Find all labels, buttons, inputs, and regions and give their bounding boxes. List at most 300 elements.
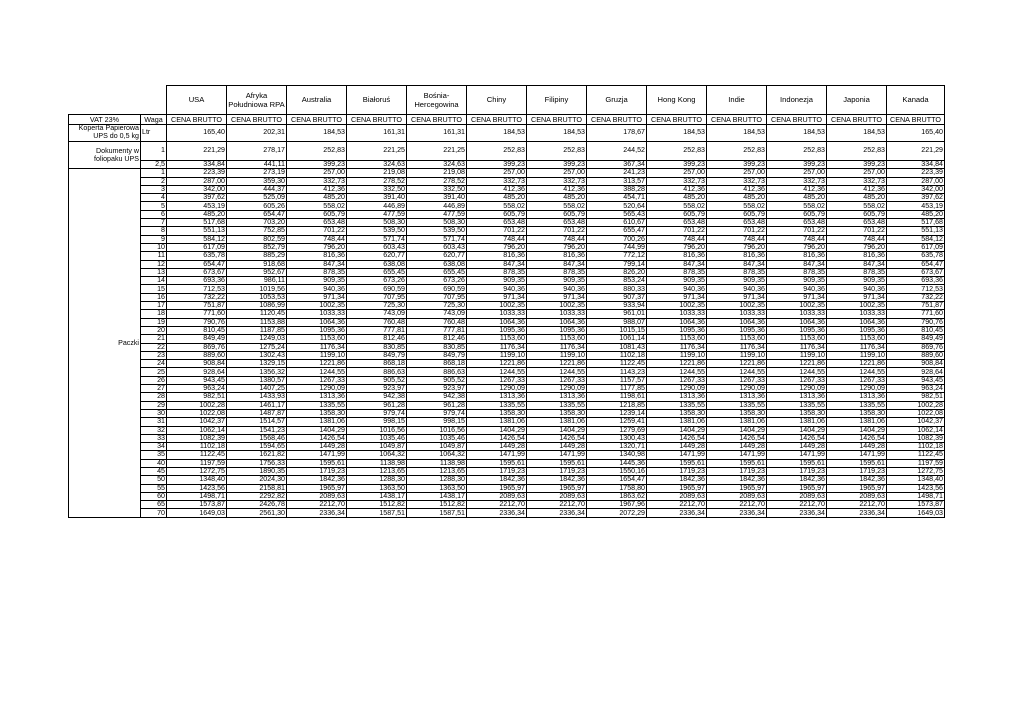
price-cell: 558,02 <box>527 202 587 210</box>
price-cell: 1358,30 <box>647 409 707 417</box>
table-row <box>69 376 945 384</box>
price-cell: 184,53 <box>527 125 587 142</box>
weight-cell: 21 <box>141 335 167 343</box>
price-cell: 942,38 <box>407 393 467 401</box>
price-cell: 342,00 <box>887 185 945 193</box>
price-cell: 878,35 <box>827 268 887 276</box>
price-cell: 1290,09 <box>827 385 887 393</box>
price-cell: 1719,23 <box>527 467 587 475</box>
price-cell: 1290,09 <box>287 385 347 393</box>
price-cell: 878,35 <box>707 268 767 276</box>
price-cell: 1426,54 <box>707 434 767 442</box>
price-cell: 1514,57 <box>227 418 287 426</box>
price-cell: 909,35 <box>287 277 347 285</box>
table-row <box>69 219 945 227</box>
price-cell: 693,36 <box>167 277 227 285</box>
price-cell: 2212,70 <box>527 501 587 509</box>
price-cell: 1433,93 <box>227 393 287 401</box>
price-cell: 2072,29 <box>587 509 647 517</box>
price-cell: 849,49 <box>887 335 945 343</box>
table-row <box>69 202 945 210</box>
price-cell: 165,40 <box>167 125 227 142</box>
price-cell: 703,20 <box>227 219 287 227</box>
price-cell: 617,09 <box>887 243 945 251</box>
price-cell: 184,53 <box>767 125 827 142</box>
price-cell: 2089,63 <box>287 492 347 500</box>
price-cell: 635,78 <box>167 252 227 260</box>
price-cell: 1082,39 <box>167 434 227 442</box>
price-cell: 1461,17 <box>227 401 287 409</box>
price-cell: 1449,28 <box>467 443 527 451</box>
weight-cell: 45 <box>141 467 167 475</box>
price-cell: 1002,35 <box>647 302 707 310</box>
price-cell: 751,87 <box>167 302 227 310</box>
price-cell: 1573,87 <box>167 501 227 509</box>
price-cell: 1965,97 <box>647 484 707 492</box>
price-cell: 653,48 <box>527 219 587 227</box>
price-cell: 2336,34 <box>647 509 707 517</box>
table-row <box>69 194 945 202</box>
price-cell: 252,83 <box>827 142 887 161</box>
price-cell: 2089,63 <box>827 492 887 500</box>
price-cell: 653,48 <box>467 219 527 227</box>
price-cell: 1595,61 <box>527 459 587 467</box>
price-cell: 1290,09 <box>647 385 707 393</box>
price-cell: 1758,80 <box>587 484 647 492</box>
price-cell: 1064,36 <box>767 318 827 326</box>
price-cell: 1095,36 <box>287 326 347 334</box>
price-cell: 810,45 <box>167 326 227 334</box>
price-cell: 1176,34 <box>827 343 887 351</box>
price-cell: 388,28 <box>587 185 647 193</box>
price-cell: 885,29 <box>227 252 287 260</box>
weight-label: Waga <box>141 115 167 125</box>
price-cell: 940,36 <box>467 285 527 293</box>
price-cell: 816,36 <box>707 252 767 260</box>
price-cell: 1594,65 <box>227 443 287 451</box>
price-cell: 2089,63 <box>467 492 527 500</box>
price-cell: 796,20 <box>287 243 347 251</box>
price-cell: 760,48 <box>407 318 467 326</box>
price-cell: 584,12 <box>167 235 227 243</box>
price-cell: 1199,10 <box>647 351 707 359</box>
price-cell: 1595,61 <box>827 459 887 467</box>
price-cell: 816,36 <box>767 252 827 260</box>
price-cell: 940,36 <box>647 285 707 293</box>
table-row <box>69 467 945 475</box>
country-header: Gruzja <box>587 86 647 115</box>
price-cell: 1061,14 <box>587 335 647 343</box>
price-cell: 1621,82 <box>227 451 287 459</box>
price-cell: 1381,06 <box>467 418 527 426</box>
price-cell: 760,48 <box>347 318 407 326</box>
price-cell: 1380,57 <box>227 376 287 384</box>
price-cell: 971,34 <box>707 293 767 301</box>
price-cell: 477,59 <box>347 210 407 218</box>
price-cell: 221,29 <box>167 142 227 161</box>
price-cell: 1064,32 <box>347 451 407 459</box>
table-row <box>69 409 945 417</box>
price-cell: 1199,10 <box>467 351 527 359</box>
table-row <box>69 501 945 509</box>
table-row <box>69 476 945 484</box>
price-cell: 257,00 <box>827 169 887 177</box>
price-cell: 332,73 <box>467 177 527 185</box>
price-cell: 252,83 <box>647 142 707 161</box>
price-cell: 1335,55 <box>527 401 587 409</box>
price-cell: 1449,28 <box>287 443 347 451</box>
price-cell: 1719,23 <box>287 467 347 475</box>
price-cell: 796,20 <box>467 243 527 251</box>
table-row <box>69 459 945 467</box>
price-cell: 1033,33 <box>707 310 767 318</box>
price-cell: 367,34 <box>587 161 647 169</box>
price-cell: 1358,30 <box>827 409 887 417</box>
price-cell: 847,34 <box>707 260 767 268</box>
price-cell: 1404,29 <box>527 426 587 434</box>
price-cell: 1199,10 <box>527 351 587 359</box>
price-cell: 998,15 <box>407 418 467 426</box>
price-cell: 878,35 <box>467 268 527 276</box>
price-cell: 219,08 <box>407 169 467 177</box>
weight-cell: 23 <box>141 351 167 359</box>
price-cell: 701,22 <box>287 227 347 235</box>
price-cell: 441,11 <box>227 161 287 169</box>
table-row <box>69 293 945 301</box>
price-cell: 1153,60 <box>287 335 347 343</box>
price-cell: 1035,46 <box>407 434 467 442</box>
price-cell: 1153,60 <box>527 335 587 343</box>
table-row <box>69 260 945 268</box>
price-cell: 1587,51 <box>407 509 467 517</box>
weight-cell: 40 <box>141 459 167 467</box>
weight-cell: 20 <box>141 326 167 334</box>
weight-cell: 2,5 <box>141 161 167 169</box>
category-parcels: Paczki <box>69 169 141 517</box>
price-cell: 571,74 <box>407 235 467 243</box>
price-cell: 1965,97 <box>707 484 767 492</box>
price-cell: 748,44 <box>707 235 767 243</box>
price-cell: 1404,29 <box>767 426 827 434</box>
price-cell: 701,22 <box>647 227 707 235</box>
price-cell: 610,67 <box>587 219 647 227</box>
price-header: CENA BRUTTO <box>407 115 467 125</box>
price-cell: 748,44 <box>467 235 527 243</box>
price-cell: 520,64 <box>587 202 647 210</box>
price-cell: 1153,60 <box>647 335 707 343</box>
price-cell: 1033,33 <box>827 310 887 318</box>
price-table <box>68 85 945 518</box>
price-cell: 1290,09 <box>767 385 827 393</box>
price-cell: 1381,06 <box>527 418 587 426</box>
price-cell: 1272,75 <box>887 467 945 475</box>
weight-cell: 30 <box>141 409 167 417</box>
price-cell: 1842,36 <box>527 476 587 484</box>
price-cell: 1426,54 <box>527 434 587 442</box>
price-cell: 886,63 <box>407 368 467 376</box>
price-header: CENA BRUTTO <box>647 115 707 125</box>
price-cell: 1221,86 <box>767 360 827 368</box>
price-cell: 1595,61 <box>767 459 827 467</box>
price-cell: 1335,55 <box>707 401 767 409</box>
price-cell: 790,76 <box>887 318 945 326</box>
price-cell: 826,20 <box>587 268 647 276</box>
price-cell: 933,94 <box>587 302 647 310</box>
price-cell: 638,08 <box>407 260 467 268</box>
table-row <box>69 426 945 434</box>
price-cell: 988,07 <box>587 318 647 326</box>
price-cell: 810,45 <box>887 326 945 334</box>
price-cell: 847,34 <box>767 260 827 268</box>
price-cell: 1102,18 <box>887 443 945 451</box>
price-cell: 653,48 <box>287 219 347 227</box>
table-row <box>69 401 945 409</box>
price-cell: 1587,51 <box>347 509 407 517</box>
price-cell: 605,79 <box>467 210 527 218</box>
table-row <box>69 169 945 177</box>
price-cell: 1176,34 <box>467 343 527 351</box>
price-cell: 802,59 <box>227 235 287 243</box>
price-cell: 963,24 <box>887 385 945 393</box>
price-cell: 748,44 <box>287 235 347 243</box>
price-cell: 1153,60 <box>707 335 767 343</box>
corner-cell <box>69 86 141 115</box>
price-cell: 1042,37 <box>887 418 945 426</box>
weight-cell: 4 <box>141 194 167 202</box>
weight-cell: 3 <box>141 185 167 193</box>
price-cell: 1302,43 <box>227 351 287 359</box>
price-cell: 701,22 <box>707 227 767 235</box>
price-cell: 1842,36 <box>767 476 827 484</box>
price-cell: 584,12 <box>887 235 945 243</box>
price-cell: 2426,78 <box>227 501 287 509</box>
price-cell: 446,89 <box>347 202 407 210</box>
table-row <box>69 335 945 343</box>
price-cell: 221,25 <box>407 142 467 161</box>
price-cell: 1176,34 <box>767 343 827 351</box>
price-cell: 2089,63 <box>647 492 707 500</box>
price-cell: 332,50 <box>407 185 467 193</box>
price-cell: 1426,54 <box>647 434 707 442</box>
price-cell: 655,45 <box>347 268 407 276</box>
price-cell: 603,43 <box>407 243 467 251</box>
price-cell: 816,36 <box>287 252 347 260</box>
price-cell: 257,00 <box>707 169 767 177</box>
price-cell: 1449,28 <box>527 443 587 451</box>
price-cell: 654,47 <box>167 260 227 268</box>
price-cell: 653,48 <box>647 219 707 227</box>
weight-cell: 12 <box>141 260 167 268</box>
price-cell: 1176,34 <box>647 343 707 351</box>
price-cell: 1267,33 <box>707 376 767 384</box>
price-cell: 202,31 <box>227 125 287 142</box>
price-cell: 849,79 <box>347 351 407 359</box>
price-cell: 1863,62 <box>587 492 647 500</box>
price-cell: 869,76 <box>887 343 945 351</box>
price-cell: 1381,06 <box>707 418 767 426</box>
price-cell: 1033,33 <box>647 310 707 318</box>
price-cell: 1568,46 <box>227 434 287 442</box>
price-cell: 391,40 <box>347 194 407 202</box>
table-row <box>69 434 945 442</box>
weight-cell: 18 <box>141 310 167 318</box>
price-cell: 184,53 <box>647 125 707 142</box>
price-cell: 940,36 <box>527 285 587 293</box>
price-cell: 2089,63 <box>707 492 767 500</box>
price-cell: 184,53 <box>287 125 347 142</box>
price-cell: 1423,56 <box>887 484 945 492</box>
price-cell: 252,83 <box>707 142 767 161</box>
country-header-row <box>69 86 945 115</box>
price-cell: 565,43 <box>587 210 647 218</box>
price-cell: 485,20 <box>167 210 227 218</box>
price-cell: 1016,56 <box>407 426 467 434</box>
price-cell: 886,63 <box>347 368 407 376</box>
price-cell: 1449,28 <box>767 443 827 451</box>
table-row <box>69 318 945 326</box>
price-cell: 1595,61 <box>647 459 707 467</box>
price-cell: 1157,57 <box>587 376 647 384</box>
price-cell: 412,36 <box>827 185 887 193</box>
country-header: Indie <box>707 86 767 115</box>
price-cell: 1218,85 <box>587 401 647 409</box>
price-cell: 982,51 <box>887 393 945 401</box>
price-cell: 909,35 <box>767 277 827 285</box>
price-cell: 816,36 <box>647 252 707 260</box>
price-cell: 771,60 <box>887 310 945 318</box>
price-cell: 1002,35 <box>767 302 827 310</box>
price-cell: 940,36 <box>287 285 347 293</box>
weight-cell: 27 <box>141 385 167 393</box>
weight-cell: 22 <box>141 343 167 351</box>
price-cell: 1267,33 <box>467 376 527 384</box>
weight-cell: 5 <box>141 202 167 210</box>
price-cell: 571,74 <box>347 235 407 243</box>
price-cell: 1965,97 <box>467 484 527 492</box>
price-cell: 551,13 <box>887 227 945 235</box>
price-cell: 777,81 <box>407 326 467 334</box>
price-cell: 928,64 <box>167 368 227 376</box>
price-cell: 878,35 <box>767 268 827 276</box>
price-cell: 909,35 <box>647 277 707 285</box>
price-cell: 1033,33 <box>467 310 527 318</box>
price-cell: 1471,99 <box>467 451 527 459</box>
price-cell: 744,99 <box>587 243 647 251</box>
price-cell: 1965,97 <box>767 484 827 492</box>
price-cell: 2212,70 <box>827 501 887 509</box>
price-cell: 1340,98 <box>587 451 647 459</box>
price-cell: 252,83 <box>767 142 827 161</box>
price-cell: 1445,36 <box>587 459 647 467</box>
table-row <box>69 210 945 218</box>
price-cell: 1449,28 <box>707 443 767 451</box>
price-cell: 830,85 <box>347 343 407 351</box>
price-cell: 690,59 <box>347 285 407 293</box>
price-cell: 701,22 <box>527 227 587 235</box>
weight-cell: 1 <box>141 169 167 177</box>
price-cell: 816,36 <box>827 252 887 260</box>
price-cell: 605,79 <box>287 210 347 218</box>
price-cell: 1095,36 <box>647 326 707 334</box>
price-cell: 1719,23 <box>767 467 827 475</box>
weight-cell: 25 <box>141 368 167 376</box>
price-cell: 1002,35 <box>827 302 887 310</box>
weight-cell: 50 <box>141 476 167 484</box>
price-cell: 1033,33 <box>767 310 827 318</box>
price-cell: 1064,36 <box>707 318 767 326</box>
price-header: CENA BRUTTO <box>287 115 347 125</box>
price-cell: 221,25 <box>347 142 407 161</box>
price-cell: 700,26 <box>587 235 647 243</box>
price-cell: 1049,87 <box>407 443 467 451</box>
price-cell: 525,09 <box>227 194 287 202</box>
price-cell: 732,22 <box>167 293 227 301</box>
weight-cell: 35 <box>141 451 167 459</box>
price-cell: 1335,55 <box>647 401 707 409</box>
price-cell: 558,02 <box>707 202 767 210</box>
price-cell: 653,48 <box>767 219 827 227</box>
table-row <box>69 302 945 310</box>
price-cell: 693,36 <box>887 277 945 285</box>
price-cell: 332,73 <box>827 177 887 185</box>
price-cell: 799,14 <box>587 260 647 268</box>
weight-cell: 34 <box>141 443 167 451</box>
price-cell: 1221,86 <box>467 360 527 368</box>
price-cell: 701,22 <box>827 227 887 235</box>
price-cell: 1288,30 <box>347 476 407 484</box>
price-cell: 673,26 <box>347 277 407 285</box>
price-cell: 1081,43 <box>587 343 647 351</box>
price-cell: 223,39 <box>887 169 945 177</box>
weight-cell: 70 <box>141 509 167 517</box>
price-cell: 1541,23 <box>227 426 287 434</box>
price-cell: 1199,10 <box>827 351 887 359</box>
price-cell: 558,02 <box>827 202 887 210</box>
price-cell: 161,31 <box>347 125 407 142</box>
weight-cell: 65 <box>141 501 167 509</box>
table-row <box>69 177 945 185</box>
price-cell: 638,08 <box>347 260 407 268</box>
price-cell: 889,60 <box>167 351 227 359</box>
price-cell: 1102,18 <box>167 443 227 451</box>
price-cell: 1438,17 <box>407 492 467 500</box>
price-cell: 397,62 <box>887 194 945 202</box>
price-cell: 2212,70 <box>287 501 347 509</box>
price-cell: 1095,36 <box>707 326 767 334</box>
price-cell: 961,28 <box>347 401 407 409</box>
price-cell: 1573,87 <box>887 501 945 509</box>
price-cell: 1404,29 <box>647 426 707 434</box>
price-cell: 1335,55 <box>767 401 827 409</box>
price-cell: 1176,34 <box>527 343 587 351</box>
price-cell: 1002,28 <box>887 401 945 409</box>
weight-cell: 24 <box>141 360 167 368</box>
price-cell: 453,19 <box>167 202 227 210</box>
price-cell: 1426,54 <box>827 434 887 442</box>
price-cell: 165,40 <box>887 125 945 142</box>
price-cell: 620,77 <box>407 252 467 260</box>
price-cell: 324,63 <box>407 161 467 169</box>
price-cell: 1244,55 <box>827 368 887 376</box>
price-cell: 278,52 <box>347 177 407 185</box>
price-cell: 1965,97 <box>287 484 347 492</box>
price-cell: 905,52 <box>347 376 407 384</box>
price-cell: 712,53 <box>887 285 945 293</box>
price-header: CENA BRUTTO <box>827 115 887 125</box>
price-cell: 1267,33 <box>767 376 827 384</box>
price-cell: 412,36 <box>287 185 347 193</box>
weight-cell: Ltr <box>141 125 167 142</box>
